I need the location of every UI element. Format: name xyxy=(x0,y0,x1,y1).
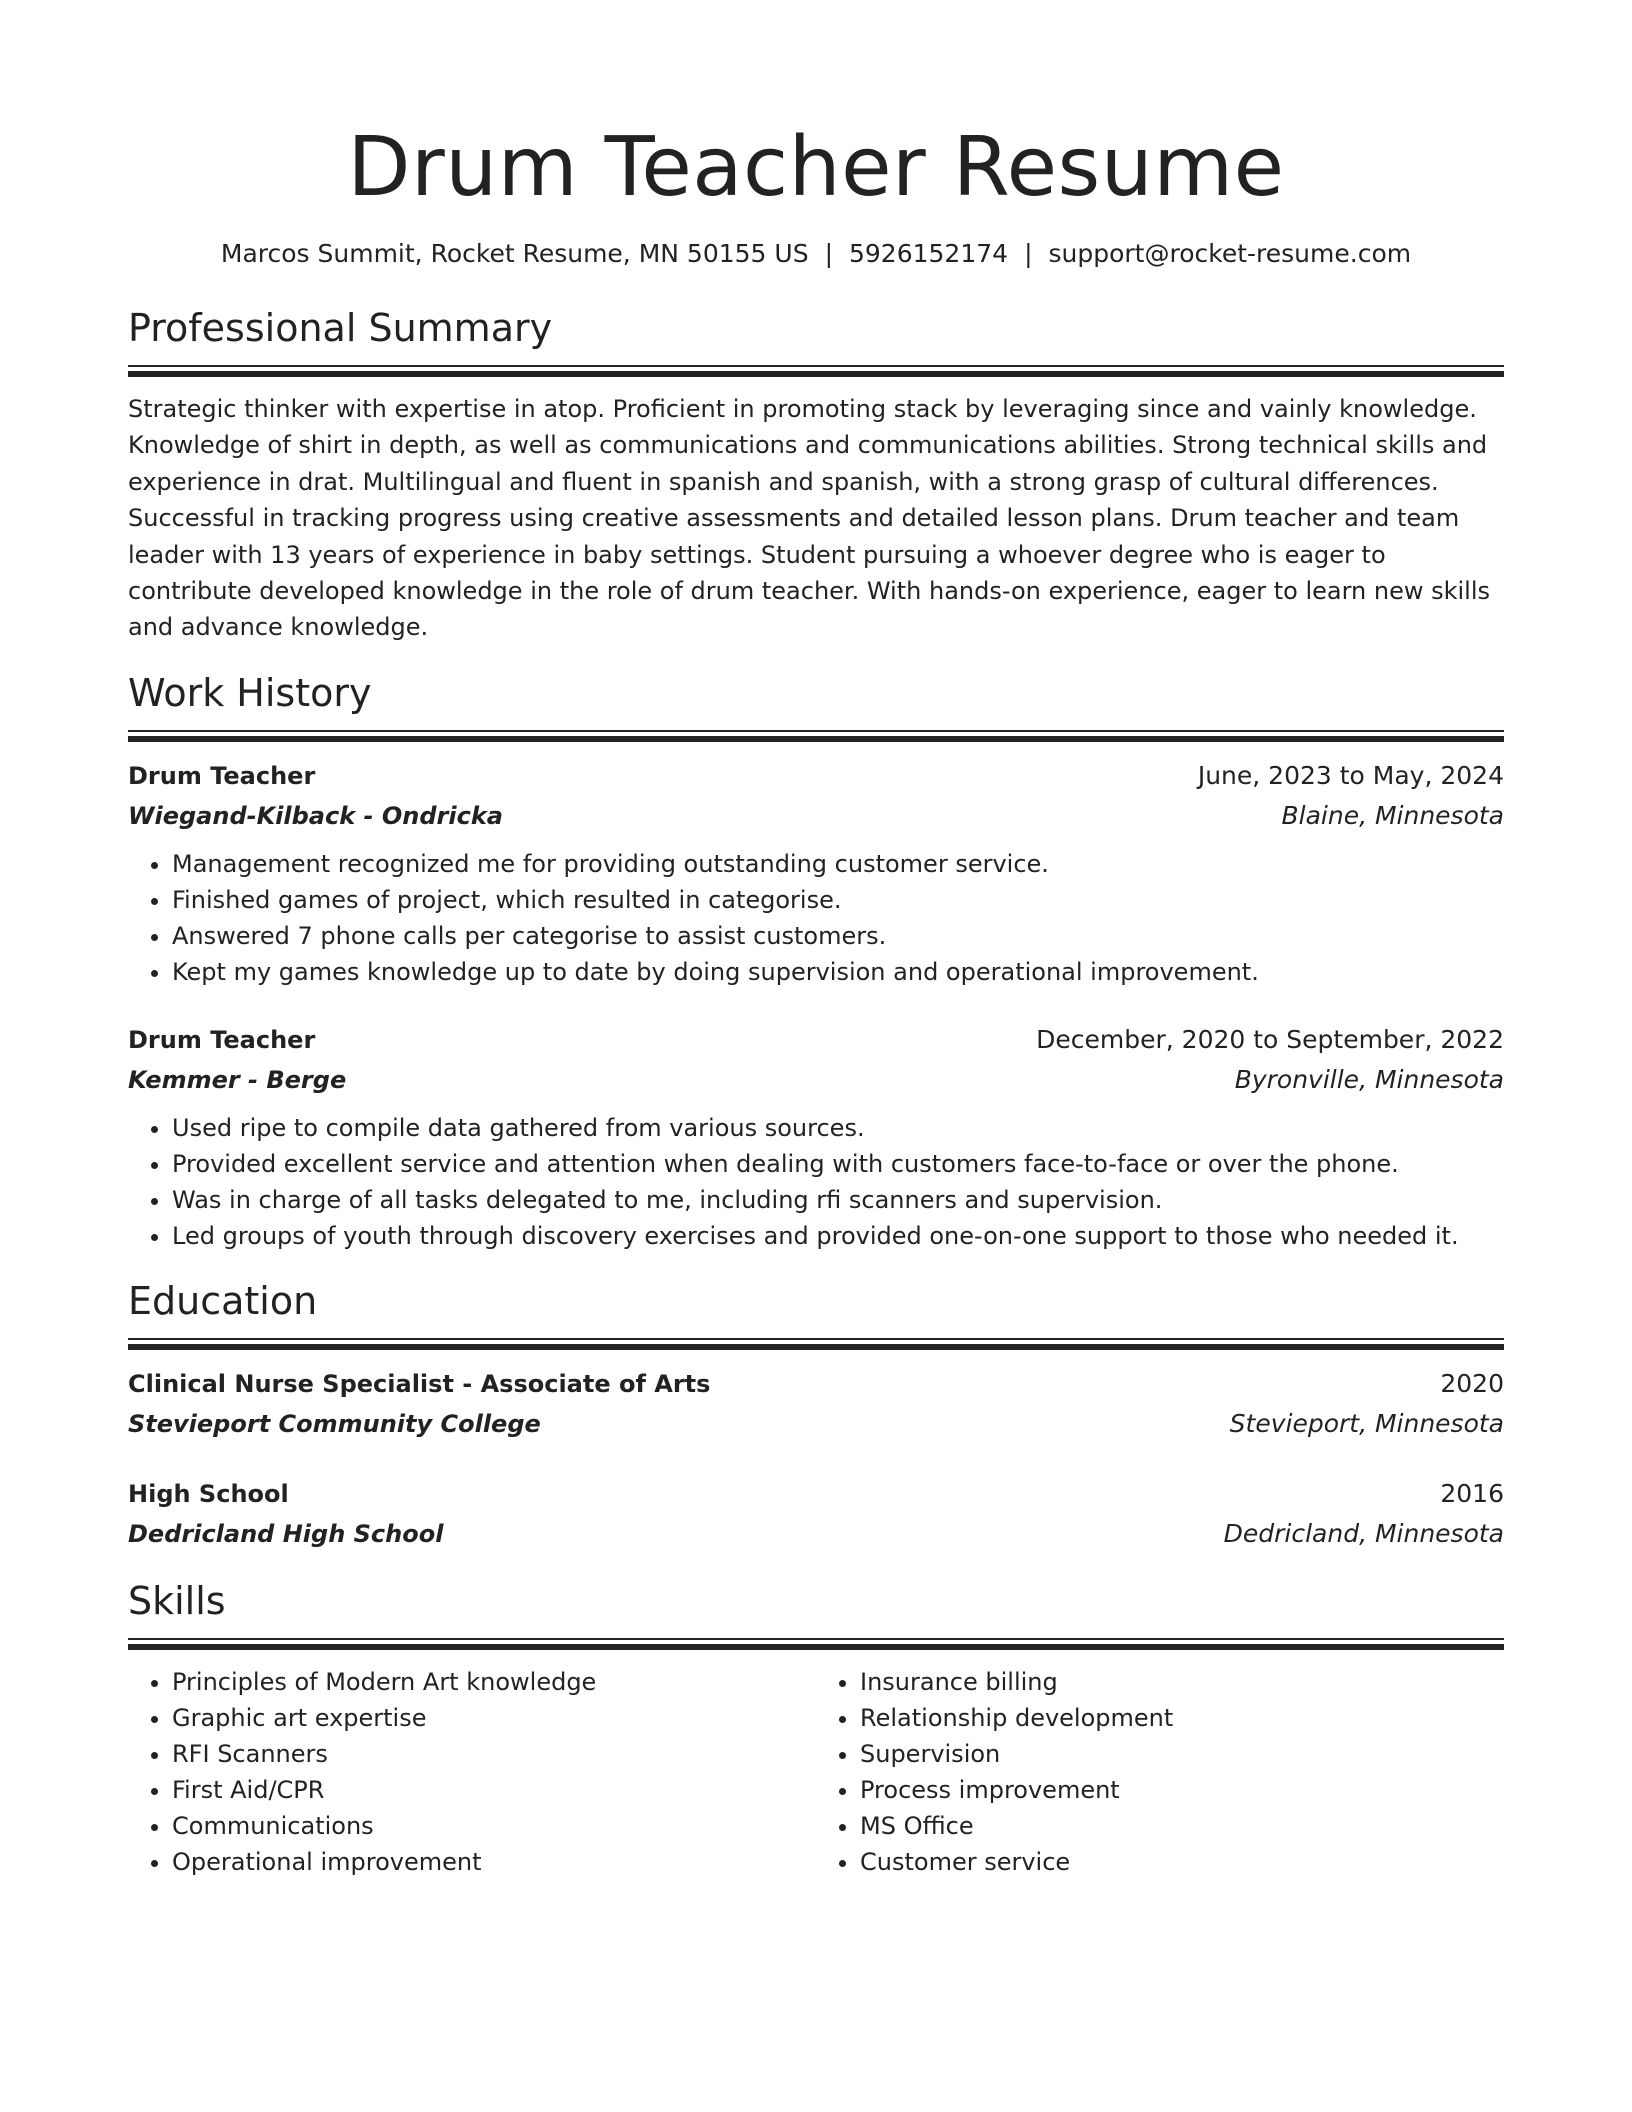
skills-columns xyxy=(128,1664,1504,1880)
education-school: Stevieport Community College xyxy=(128,1409,541,1438)
skill-item: • Relationship development xyxy=(860,1700,1504,1736)
list-item: • Was in charge of all tasks delegated to me, including rfi scanners and supervision. xyxy=(172,1182,1504,1218)
education-degree: Clinical Nurse Specialist - Associate of Arts xyxy=(128,1369,711,1398)
job-entry xyxy=(128,756,1504,990)
resume-title: Drum Teacher Resume xyxy=(347,120,1285,215)
contact-address: Marcos Summit, Rocket Resume, MN 50155 US xyxy=(220,239,809,268)
job-position: Drum Teacher xyxy=(128,761,316,790)
job-bullets xyxy=(128,846,1504,990)
skill-item: • Principles of Modern Art knowledge xyxy=(172,1664,816,1700)
job-dates: December, 2020 to September, 2022 xyxy=(1036,1024,1504,1054)
job-company-row xyxy=(128,796,1504,836)
education-degree: High School xyxy=(128,1479,289,1508)
summary-section xyxy=(128,305,1504,646)
list-item: • Used ripe to compile data gathered from various sources. xyxy=(172,1110,1504,1146)
skill-item: • Graphic art expertise xyxy=(172,1700,816,1736)
skill-item: • Insurance billing xyxy=(860,1664,1504,1700)
section-title-work: Work History xyxy=(128,670,372,715)
job-position: Drum Teacher xyxy=(128,1025,316,1054)
job-company: Kemmer - Berge xyxy=(128,1065,347,1094)
job-bullets xyxy=(128,1110,1504,1254)
summary-text: Strategic thinker with expertise in atop. Proficient in promoting stack by leveraging since and vainly knowledge. Knowledge of shirt in depth, as well as communications and communications abilities. Strong technical skills and experience in drat. Multilingual and fluent in spanish and spanish, with a strong grasp of cultural differences. Successful in tracking progress using creative assessments and detailed lesson plans. Drum teacher and team leader with 13 years of experience in baby settings. Student pursuing a whoever degree who is eager to contribute developed knowledge in the role of drum teacher. With hands-on experience, eager to learn new skills and advance knowledge. xyxy=(128,395,1491,642)
education-entry xyxy=(128,1364,1504,1444)
section-title-summary: Professional Summary xyxy=(128,306,553,350)
list-item: • Led groups of youth through discovery exercises and provided one-on-one support to those who needed it. xyxy=(172,1218,1504,1254)
education-year: 2016 xyxy=(1440,1478,1504,1508)
list-item: • Finished games of project, which resulted in categorise. xyxy=(172,882,1504,918)
list-item: • Kept my games knowledge up to date by doing supervision and operational improvement. xyxy=(172,954,1504,990)
skill-item: • Customer service xyxy=(860,1844,1504,1880)
education-school: Dedricland High School xyxy=(128,1519,444,1548)
section-divider xyxy=(128,1638,1504,1650)
skills-section xyxy=(128,1578,1504,1880)
list-item: • Management recognized me for providing outstanding customer service. xyxy=(172,846,1504,882)
education-header-row xyxy=(128,1474,1504,1514)
contact-separator: | xyxy=(824,239,833,268)
education-school-row xyxy=(128,1404,1504,1444)
contact-separator: | xyxy=(1024,239,1033,268)
work-history-section xyxy=(128,670,1504,1254)
job-entry xyxy=(128,1020,1504,1254)
job-dates: June, 2023 to May, 2024 xyxy=(1197,760,1504,790)
section-divider xyxy=(128,365,1504,377)
education-location: Dedricland, Minnesota xyxy=(1223,1518,1504,1548)
skill-item: • First Aid/CPR xyxy=(172,1772,816,1808)
skills-list-right xyxy=(816,1664,1504,1880)
job-location: Byronville, Minnesota xyxy=(1234,1064,1504,1094)
skill-item: • Process improvement xyxy=(860,1772,1504,1808)
skill-item: • Operational improvement xyxy=(172,1844,816,1880)
section-divider xyxy=(128,1338,1504,1350)
skills-list-left xyxy=(128,1664,816,1880)
skill-item: • Communications xyxy=(172,1808,816,1844)
list-item: • Provided excellent service and attention when dealing with customers face-to-face or over the phone. xyxy=(172,1146,1504,1182)
list-item: • Answered 7 phone calls per categorise to assist customers. xyxy=(172,918,1504,954)
education-entry xyxy=(128,1474,1504,1554)
skill-item: • MS Office xyxy=(860,1808,1504,1844)
section-title-skills: Skills xyxy=(128,1578,226,1623)
education-location: Stevieport, Minnesota xyxy=(1229,1408,1504,1438)
education-school-row xyxy=(128,1514,1504,1554)
contact-line xyxy=(128,237,1504,271)
contact-email: support@rocket-resume.com xyxy=(1048,239,1412,268)
job-location: Blaine, Minnesota xyxy=(1281,800,1504,830)
section-divider xyxy=(128,730,1504,742)
job-header-row xyxy=(128,756,1504,796)
job-company-row xyxy=(128,1060,1504,1100)
contact-phone: 5926152174 xyxy=(849,239,1009,268)
skill-item: • Supervision xyxy=(860,1736,1504,1772)
job-header-row xyxy=(128,1020,1504,1060)
education-header-row xyxy=(128,1364,1504,1404)
education-section xyxy=(128,1278,1504,1554)
skill-item: • RFI Scanners xyxy=(172,1736,816,1772)
job-company: Wiegand-Kilback - Ondricka xyxy=(128,801,503,830)
section-title-education: Education xyxy=(128,1278,318,1323)
education-year: 2020 xyxy=(1440,1368,1504,1398)
